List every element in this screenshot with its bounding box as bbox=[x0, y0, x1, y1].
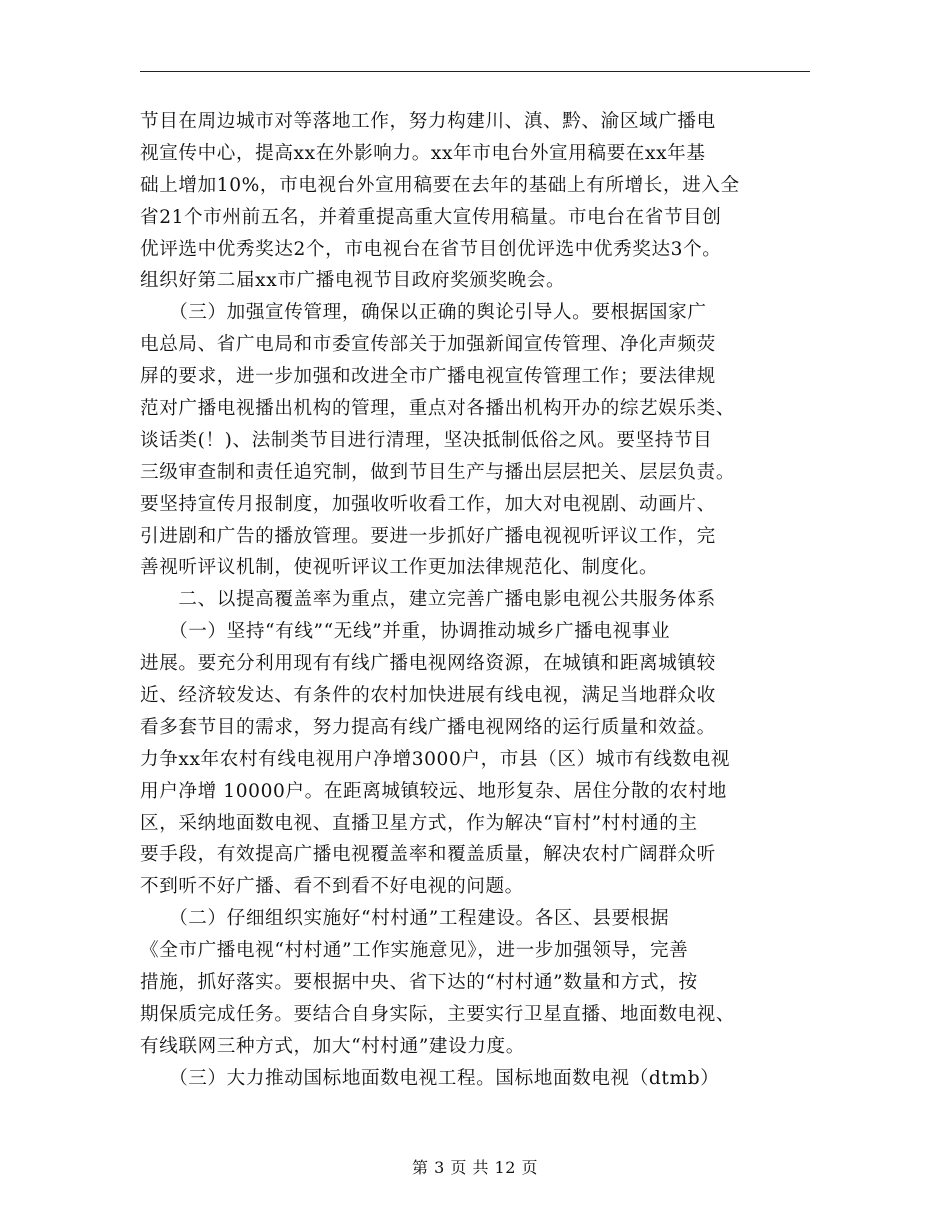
text-line: 进展。要充分利用现有有线广播电视网络资源，在城镇和距离城镇较 bbox=[140, 653, 716, 675]
section-heading bbox=[140, 584, 812, 616]
text-line: 期保质完成任务。要结合自身实际，主要实行卫星直播、地面数电视、 bbox=[140, 1003, 736, 1025]
text-line: 谈话类(！)、法制类节目进行清理，坚决抵制低俗之风。要坚持节目 bbox=[140, 429, 713, 451]
text-line: 屏的要求，进一步加强和改进全市广播电视宣传管理工作；要法律规 bbox=[140, 366, 716, 388]
text-line: 三级审查制和责任追究制，做到节目生产与播出层层把关、层层负责。 bbox=[140, 461, 736, 483]
paragraph-3 bbox=[140, 616, 812, 903]
paragraph-5 bbox=[140, 1063, 812, 1095]
text-line: 优评选中优秀奖达2个，市电视台在省节目创优评选中优秀奖达3个。 bbox=[140, 238, 722, 260]
text-line: （三）加强宣传管理，确保以正确的舆论引导人。要根据国家广 bbox=[140, 302, 707, 324]
text-line: 节目在周边城市对等落地工作，努力构建川、滇、黔、渝区域广播电 bbox=[140, 111, 716, 132]
paragraph-2 bbox=[140, 297, 812, 584]
paragraph-1 bbox=[140, 106, 812, 297]
text-line: 善视听评议机制，使视听评议工作更加法律规范化、制度化。 bbox=[140, 557, 659, 579]
text-line: 措施，抓好落实。要根据中央、省下达的“村村通”数量和方式，按 bbox=[140, 972, 698, 994]
document-body bbox=[140, 106, 812, 1095]
text-line: 要手段，有效提高广播电视覆盖率和覆盖质量，解决农村广阔群众听 bbox=[140, 844, 716, 866]
text-line: 范对广播电视播出机构的管理，重点对各播出机构开办的综艺娱乐类、 bbox=[140, 398, 736, 420]
text-line: 《全市广播电视“村村通”工作实施意见》，进一步加强领导，完善 bbox=[140, 940, 689, 962]
text-line: 电总局、省广电局和市委宣传部关于加强新闻宣传管理、净化声频荧 bbox=[140, 334, 716, 356]
text-line: （一）坚持“有线”“无线”并重，协调推动城乡广播电视事业 bbox=[140, 621, 671, 643]
text-line: 有线联网三种方式，加大“村村通”建设力度。 bbox=[140, 1035, 525, 1057]
paragraph-4 bbox=[140, 903, 812, 1062]
text-line: 用户净增 10000户。在距离城镇较远、地形复杂、居住分散的农村地 bbox=[140, 780, 727, 802]
text-line: 组织好第二届xx市广播电视节目政府奖颁奖晚会。 bbox=[140, 270, 566, 292]
text-line: 区，采纳地面数电视、直播卫星方式，作为解决“盲村”村村通的主 bbox=[140, 812, 698, 834]
text-line: 二、以提高覆盖率为重点，建立完善广播电影电视公共服务体系 bbox=[140, 589, 716, 611]
text-line: 础上增加10%，市电视台外宣用稿要在去年的基础上有所增长，进入全 bbox=[140, 174, 740, 196]
text-line: 近、经济较发达、有条件的农村加快进展有线电视，满足当地群众收 bbox=[140, 685, 716, 707]
text-line: 视宣传中心，提高xx在外影响力。xx年市电台外宣用稿要在xx年基 bbox=[140, 142, 706, 164]
text-line: （三）大力推动国标地面数电视工程。国标地面数电视（dtmb） bbox=[140, 1067, 720, 1089]
page-number: 第 3 页 共 12 页 bbox=[412, 1158, 538, 1177]
text-line: 引进剧和广告的播放管理。要进一步抓好广播电视视听评议工作，完 bbox=[140, 525, 716, 547]
header-rule bbox=[140, 71, 810, 72]
text-line: 要坚持宣传月报制度，加强收听收看工作，加大对电视剧、动画片、 bbox=[140, 493, 716, 515]
text-line: 看多套节目的需求，努力提高有线广播电视网络的运行质量和效益。 bbox=[140, 716, 716, 738]
text-line: 力争xx年农村有线电视用户净增3000户，市县（区）城市有线数电视 bbox=[140, 748, 731, 770]
text-line: 不到听不好广播、看不到看不好电视的问题。 bbox=[140, 876, 524, 898]
text-line: （二）仔细组织实施好“村村通”工程建设。各区、县要根据 bbox=[140, 908, 670, 930]
text-line: 省21个市州前五名，并着重提高重大宣传用稿量。市电台在省节目创 bbox=[140, 206, 722, 228]
